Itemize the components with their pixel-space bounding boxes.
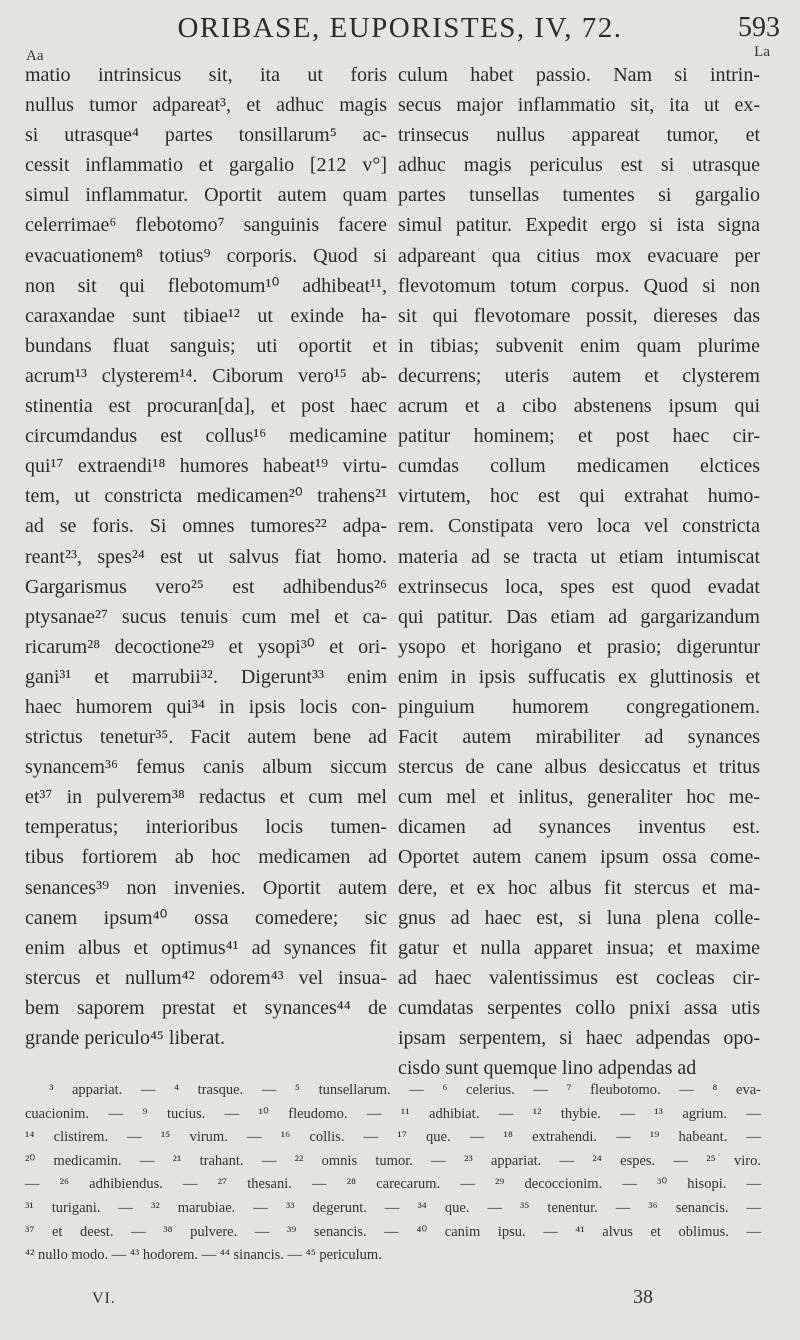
text-line: acrum et a cibo abstenens ipsum qui	[398, 395, 760, 418]
text-line: caraxandae sunt tibiae¹² ut exinde ha-	[25, 304, 387, 327]
left-column-marker: Aa	[26, 48, 44, 64]
text-line: simul inflammatur. Oportit autem quam	[25, 184, 387, 207]
text-line: gani³¹ et marrubii³². Digerunt³³ enim	[25, 665, 387, 688]
text-line: patitur hominem; et post haec cir-	[398, 425, 760, 448]
text-line: pinguium humorem congregationem.	[398, 695, 760, 718]
text-line: gatur et nulla apparet insua; et maxime	[398, 936, 760, 959]
text-line: cumdas collum medicamen elctices	[398, 455, 760, 478]
text-line: in tibias; subvenit enim quam plurime	[398, 334, 760, 357]
text-line: cessit inflammatio et gargalio [212 v°]	[25, 154, 387, 177]
text-line: matio intrinsicus sit, ita ut foris	[25, 64, 387, 86]
text-line: extrinsecus loca, spes est quod evadat	[398, 575, 760, 598]
footnote-line: ³¹ turigani. — ³² marubiae. — ³³ degerunt. — ³⁴ que. — ³⁵ tenentur. — ³⁶ senancis. —	[25, 1199, 761, 1216]
text-line: et³⁷ in pulverem³⁸ redactus et cum mel	[25, 786, 387, 809]
text-line: strictus tenetur³⁵. Facit autem bene ad	[25, 726, 387, 749]
text-line: qui patitur. Das etiam ad gargarizandum	[398, 605, 760, 628]
text-line: ptysanae²⁷ sucus tenuis cum mel et ca-	[25, 605, 387, 628]
text-line: stercus de cane albus desiccatus et tritus	[398, 756, 760, 779]
text-line: simul patitur. Expedit ergo si ista signa	[398, 214, 760, 237]
text-line: Gargarismus vero²⁵ est adhibendus²⁶	[25, 575, 387, 598]
footnote-line: ³⁷ et deest. — ³⁸ pulvere. — ³⁹ senancis. — ⁴⁰ canim ipsu. — ⁴¹ alvus et oblimus. —	[25, 1223, 761, 1240]
text-line: enim albus et optimus⁴¹ ad synances fit	[25, 936, 387, 959]
text-line: cisdo sunt quemque lino adpendas ad	[398, 1057, 697, 1080]
footnote-line: ¹⁴ clistirem. — ¹⁵ virum. — ¹⁶ collis. — ¹⁷ que. — ¹⁸ extrahendi. — ¹⁹ habeant. —	[25, 1129, 761, 1146]
footnotes	[25, 1079, 761, 1268]
text-line: Facit autem mirabiliter ad synances	[398, 726, 760, 749]
text-line: Oportet autem canem ipsum ossa come-	[398, 846, 760, 869]
text-line: dere, et ex hoc albus fit stercus et ma-	[398, 876, 760, 899]
text-line: synancem³⁶ femus canis album siccum	[25, 756, 387, 779]
text-line: trinsecus nullus appareat tumor, et	[398, 124, 760, 147]
text-line: ricarum²⁸ decoctione²⁹ et ysopi³⁰ et ori-	[25, 635, 387, 658]
text-line: acrum¹³ clysterem¹⁴. Ciborum vero¹⁵ ab-	[25, 364, 387, 387]
text-line: haec humorem qui³⁴ in ipsis locis con-	[25, 695, 387, 718]
text-line: temperatus; interioribus locis tumen-	[25, 816, 387, 839]
sheet-number: 38	[633, 1286, 653, 1308]
text-line: culum habet passio. Nam si intrin-	[398, 64, 760, 86]
text-line: enim in ipsis suffucatis ex gluttinosis et	[398, 665, 760, 688]
text-line: tibus fortiorem ab hoc medicamen ad	[25, 846, 387, 869]
text-line: dicamen ad synances inventus est.	[398, 816, 760, 839]
footnote-line: ⁴² nullo modo. — ⁴³ hodorem. — ⁴⁴ sinancis. — ⁴⁵ periculum.	[25, 1247, 382, 1264]
text-line: bem saporem prestat et synances⁴⁴ de	[25, 996, 387, 1019]
text-line: adhuc magis periculus est si utrasque	[398, 154, 760, 177]
text-line: virtutem, hoc est qui extrahat humo-	[398, 485, 760, 508]
text-line: flevotomum totum corpus. Quod si non	[398, 274, 760, 297]
text-line: evacuationem⁸ totius⁹ corporis. Quod si	[25, 244, 387, 267]
text-line: celerrimae⁶ flebotomo⁷ sanguinis facere	[25, 214, 387, 237]
text-line: materia ad se tracta ut etiam intumiscat	[398, 545, 760, 568]
signature-mark: VI.	[92, 1290, 116, 1307]
right-column-marker: La	[754, 44, 770, 60]
text-line: si utrasque⁴ partes tonsillarum⁵ ac-	[25, 124, 387, 147]
text-line: ad haec valentissimus est cocleas cir-	[398, 966, 760, 989]
text-line: ysopo et horigano et prasio; digeruntur	[398, 635, 760, 658]
running-head	[0, 12, 800, 52]
text-line: circumdandus est collus¹⁶ medicamine	[25, 425, 387, 448]
text-line: cum mel et inlitus, generaliter hoc me-	[398, 786, 760, 809]
text-line: partes tunsellas tumentes si gargalio	[398, 184, 760, 207]
text-line: senances³⁹ non invenies. Oportit autem	[25, 876, 387, 899]
text-line: stinentia est procuran[da], et post haec	[25, 395, 387, 418]
text-line: cumdatas serpentes collo pnixi assa utis	[398, 996, 760, 1019]
left-column-text	[25, 60, 387, 1053]
footnote-line: cuacionim. — ⁹ tucius. — ¹⁰ fleudomo. — ¹¹ adhibiat. — ¹² thybie. — ¹³ agrium. —	[25, 1105, 761, 1122]
text-line: gnus ad haec est, si luna plena colle-	[398, 906, 760, 929]
text-line: qui¹⁷ extraendi¹⁸ humores habeat¹⁹ virtu-	[25, 455, 387, 478]
page-number: 593	[738, 12, 780, 43]
text-line: ipsam serpentem, si haec adpendas opo-	[398, 1027, 760, 1049]
text-line: reant²³, spes²⁴ est ut salvus fiat homo.	[25, 545, 387, 568]
footnote-line: ²⁰ medicamin. — ²¹ trahant. — ²² omnis tumor. — ²³ appariat. — ²⁴ espes. — ²⁵ viro.	[25, 1152, 761, 1169]
text-line: grande periculo⁴⁵ liberat.	[25, 1027, 225, 1049]
text-line: nullus tumor adpareat³, et adhuc magis	[25, 94, 387, 117]
right-column-text	[398, 60, 760, 1083]
text-line: non sit qui flebotomum¹⁰ adhibeat¹¹,	[25, 274, 387, 297]
text-line: tem, ut constricta medicamen²⁰ trahens²¹	[25, 485, 387, 508]
text-line: bundans fluat sanguis; uti oportit et	[25, 334, 387, 357]
running-title: ORIBASE, EUPORISTES, IV, 72.	[177, 12, 623, 44]
text-line: adpareant qua citius mox evacuare per	[398, 244, 760, 267]
footnote-line: — ²⁶ adhibiendus. — ²⁷ thesani. — ²⁸ carecarum. — ²⁹ decoccionim. — ³⁰ hisopi. —	[25, 1176, 761, 1193]
text-line: sit qui flevotomare possit, diereses das	[398, 304, 760, 327]
text-line: rem. Constipata vero loca vel constricta	[398, 515, 760, 538]
text-line: ad se foris. Si omnes tumores²² adpa-	[25, 515, 387, 538]
footnote-line: ³ appariat. — ⁴ trasque. — ⁵ tunsellarum. — ⁶ celerius. — ⁷ fleubotomo. — ⁸ eva-	[49, 1082, 761, 1098]
text-line: stercus et nullum⁴² odorem⁴³ vel insua-	[25, 966, 387, 989]
text-line: canem ipsum⁴⁰ ossa comedere; sic	[25, 906, 387, 929]
text-line: decurrens; uteris autem et clysterem	[398, 364, 760, 387]
text-line: secus major inflammatio sit, ita ut ex-	[398, 94, 760, 117]
